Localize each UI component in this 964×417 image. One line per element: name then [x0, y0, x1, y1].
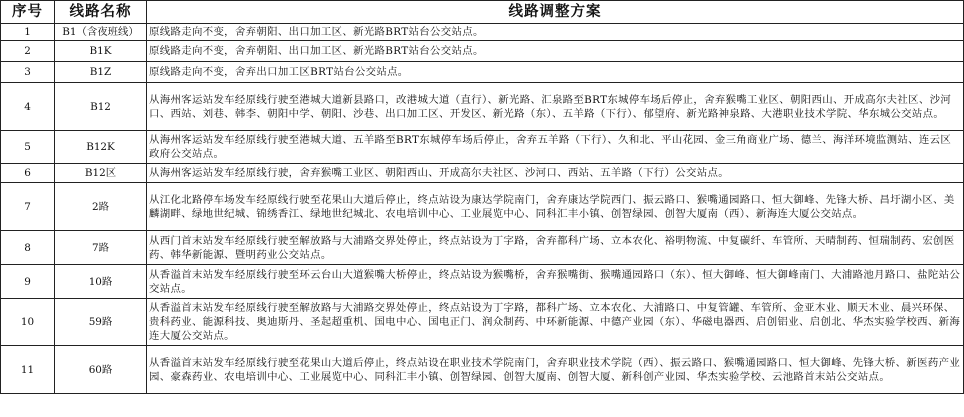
row-route-name: B12区: [55, 164, 147, 183]
table-row: [1, 265, 964, 299]
row-serial-no: 9: [1, 265, 55, 299]
row-route-name: B1（含夜班线）: [55, 24, 147, 41]
row-serial-no: 6: [1, 164, 55, 183]
row-adjustment-plan: 从香溢首末站发车经原线行驶至花果山大道后停止，终点站设在职业技术学院南门，舍弃职业技术学院（西）、振云路口、猴嘴通园路口、恒大御峰、先锋大桥、新医药产业园、豪森药业、农电培训中心、工业展览中心、同科汇丰小镇、创智绿园、创智大厦南、创智大厦、新科创产业园、华杰实验学校、云池路首末站公交站点。: [147, 346, 964, 394]
row-adjustment-plan: 从江化北路停车场发车经原线行驶至花果山大道后停止，终点站设为康达学院南门，舍弃康达学院西门、振云路口、猴嘴通园路口、恒大御峰、先锋大桥、昌圩湖小区、美麟湖畔、绿地世纪城、锦绣香江、绿地世纪城北、农电培训中心、工业展览中心、同科汇丰小镇、创智绿园、创智大厦南（西）、新海连大厦公交站点。: [147, 183, 964, 231]
row-adjustment-plan: 从海州客运站发车经原线行驶，舍弃猴嘴工业区、朝阳西山、开成高尔夫社区、沙河口、西站、五羊路（下行）公交站点。: [147, 164, 964, 183]
row-adjustment-plan: 从西门首末站发车经原线行驶至解放路与大浦路交界处停止，终点站设为丁字路，舍弃都科广场、立本农化、裕明物流、中复碳纤、车管所、天晴制药、恒瑞制药、宏创医药、韩华新能源、暨明药业公交站点。: [147, 231, 964, 265]
row-serial-no: 7: [1, 183, 55, 231]
table-row: [1, 131, 964, 164]
row-adjustment-plan: 原线路走向不变，舍弃出口加工区BRT站台公交站点。: [147, 62, 964, 83]
table-header-row: [1, 1, 964, 24]
row-serial-no: 8: [1, 231, 55, 265]
row-route-name: B12: [55, 83, 147, 131]
row-serial-no: 4: [1, 83, 55, 131]
row-adjustment-plan: 从海州客运站发车经原线行驶至港城大道、五羊路至BRT东城停车场后停止，舍弃五羊路（下行）、久和北、平山花园、金三角商业广场、德兰、海洋环境监测站、连云区政府公交站点。: [147, 131, 964, 164]
table-row: [1, 299, 964, 346]
table-row: [1, 41, 964, 62]
table-row: [1, 24, 964, 41]
row-route-name: B12K: [55, 131, 147, 164]
table-row: [1, 183, 964, 231]
row-adjustment-plan: 从香溢首末站发车经原线行驶至解放路与大浦路交界处停止，终点站设为丁字路，都科广场、立本农化、大浦路口、中复管罐、车管所、金亚木业、顺天木业、晨兴环保、贵科药业、能源科技、奥迪斯丹、圣起超重机、国电中心、国电正门、润众制药、中环新能源、中德产业园（东）、华磁电器西、启创铝业、启创北、华杰实验学校西、新海连大厦公交站点。: [147, 299, 964, 346]
row-serial-no: 1: [1, 24, 55, 41]
row-route-name: 2路: [55, 183, 147, 231]
row-route-name: 10路: [55, 265, 147, 299]
row-serial-no: 10: [1, 299, 55, 346]
row-adjustment-plan: 从海州客运站发车经原线行驶至港城大道新县路口，改港城大道（直行）、新光路、汇泉路至BRT东城停车场后停止，舍弃猴嘴工业区、朝阳西山、开成高尔夫社区、沙河口、西站、刘巷、韩李、朝阳中学、朝阳、沙巷、出口加工区、开发区、新光路（东）、五羊路（下行）、郁望府、新光路神泉路、大港职业技术学院、华东城公交站点。: [147, 83, 964, 131]
row-route-name: B1Z: [55, 62, 147, 83]
row-adjustment-plan: 原线路走向不变，舍弃朝阳、出口加工区、新光路BRT站台公交站点。: [147, 41, 964, 62]
row-route-name: 60路: [55, 346, 147, 394]
row-serial-no: 3: [1, 62, 55, 83]
row-adjustment-plan: 从香溢首末站发车经原线行驶至环云台山大道猴嘴大桥停止，终点站设为猴嘴桥，舍弃猴嘴街、猴嘴通园路口（东）、恒大御峰、恒大御峰南门、大浦路池月路口、盐陀站公交站点。: [147, 265, 964, 299]
header-adjustment-plan: 线路调整方案: [147, 1, 964, 24]
table-row: [1, 231, 964, 265]
row-serial-no: 5: [1, 131, 55, 164]
header-serial-no: 序号: [1, 1, 55, 24]
table-row: [1, 346, 964, 394]
table-row: [1, 62, 964, 83]
table-row: [1, 83, 964, 131]
row-adjustment-plan: 原线路走向不变，舍弃朝阳、出口加工区、新光路BRT站台公交站点。: [147, 24, 964, 41]
row-serial-no: 11: [1, 346, 55, 394]
row-route-name: 7路: [55, 231, 147, 265]
row-route-name: B1K: [55, 41, 147, 62]
header-route-name: 线路名称: [55, 1, 147, 24]
row-serial-no: 2: [1, 41, 55, 62]
row-route-name: 59路: [55, 299, 147, 346]
table-row: [1, 164, 964, 183]
